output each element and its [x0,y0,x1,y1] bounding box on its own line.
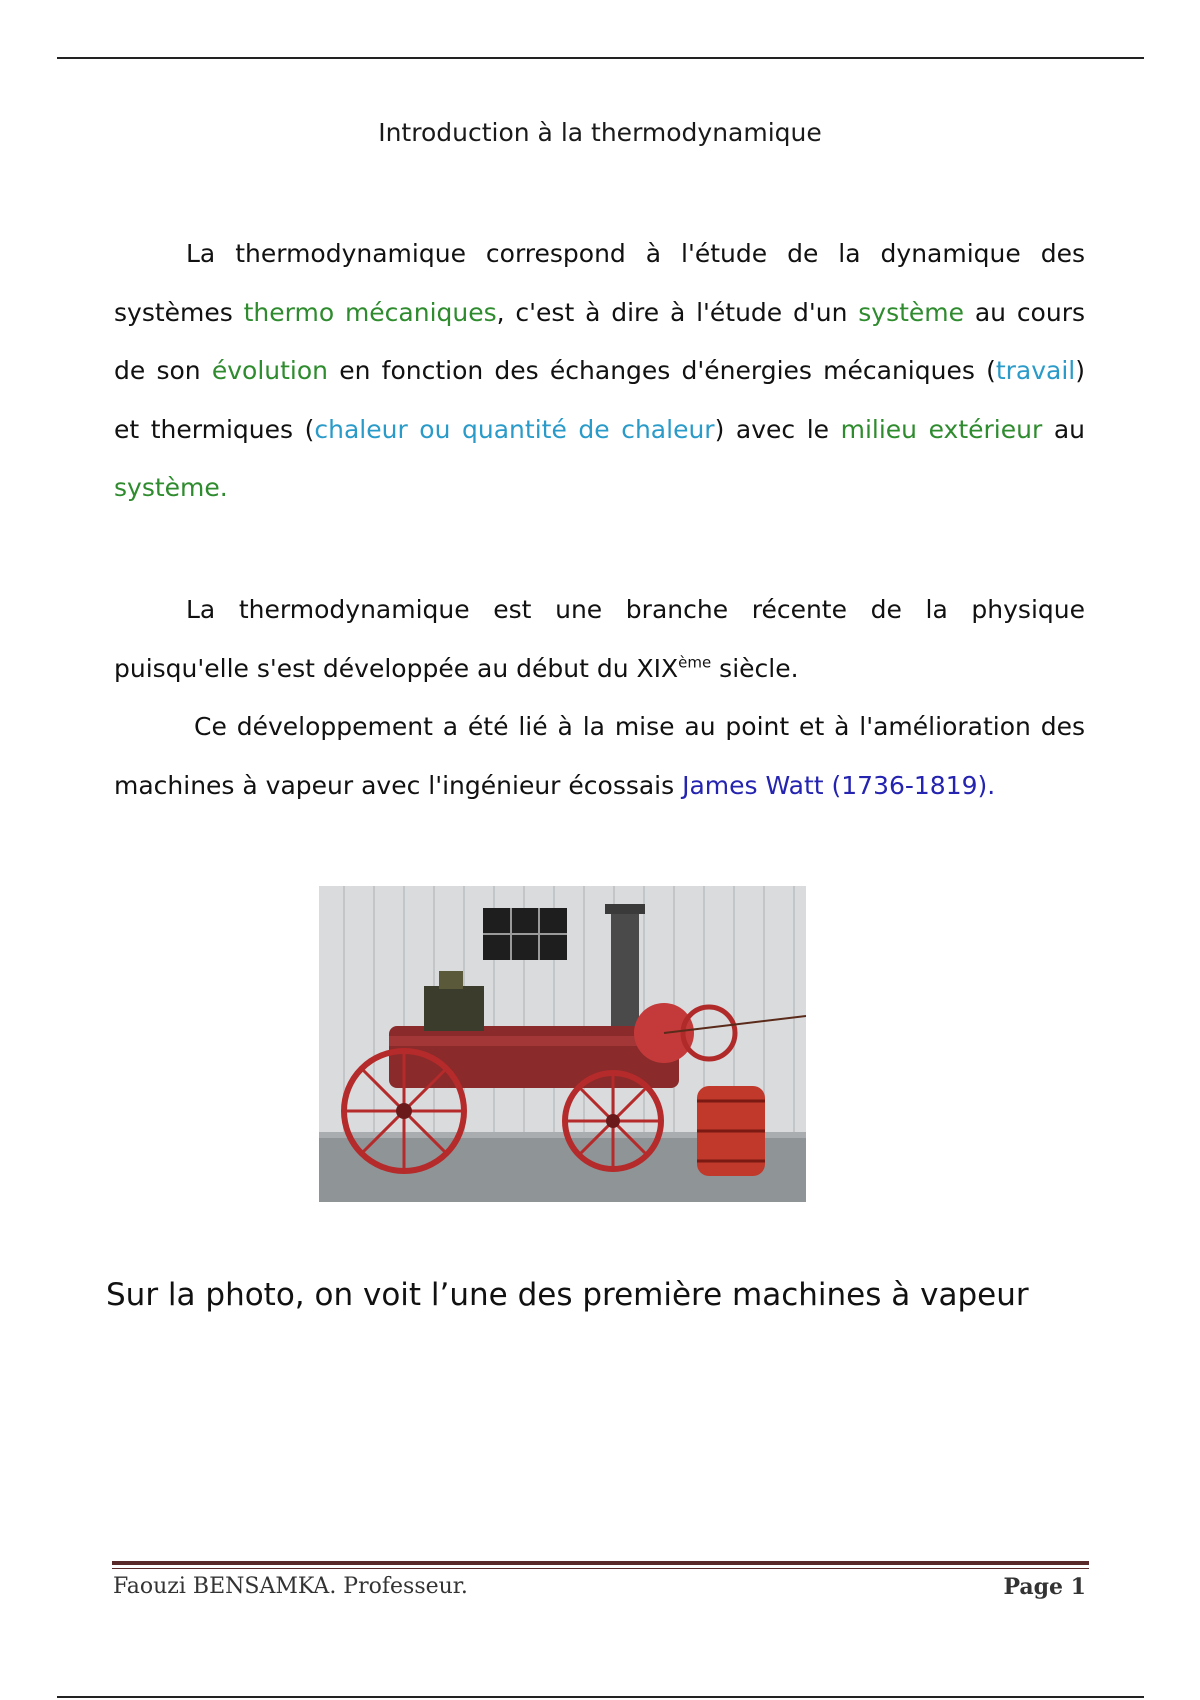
keyword-green: évolution [211,356,328,385]
footer-author: Faouzi BENSAMKA. Professeur. [113,1574,468,1599]
text-run: , c'est à dire à l'étude d'un [496,297,859,327]
document-title: Introduction à la thermodynamique [378,118,822,147]
top-rule [57,57,1144,59]
footer-rule-thin [112,1568,1089,1569]
steam-engine-photo [319,886,806,1202]
photo-caption: Sur la photo, on voit l’une des première machines à vapeur [106,1277,1029,1313]
james-watt-highlight: James Watt (1736-1819). [682,770,996,800]
text-run: La thermodynamique correspond à l'étude de la dynamique des systèmes [114,239,1085,327]
paragraph-definition [114,225,1085,518]
text-run: en fonction des échanges d'énergies mécaniques ( [328,356,996,385]
watt-text: Ce développement a été lié à la mise au point et à l'amélioration des machines à vapeur avec l'ingénieur écossais [114,712,1085,800]
page-number: Page 1 [1003,1574,1086,1600]
text-run: au cours de son [114,297,1086,385]
paragraph-history [114,581,1085,698]
century-superscript: ème [678,653,712,672]
paragraph-watt [114,698,1085,815]
bottom-rule [57,1696,1144,1698]
text-run: ) et thermiques ( [114,356,1086,444]
keyword-blue: travail [995,356,1076,385]
keyword-blue: chaleur ou quantité de chaleur [314,414,715,444]
keyword-green: milieu extérieur [840,414,1043,444]
keyword-green: système [858,297,965,327]
keyword-green: système. [114,473,228,502]
text-run: au [1042,414,1085,444]
text-run: ) avec le [714,414,841,444]
steam-engine-illustration [319,886,806,1202]
history-text-end: siècle. [711,653,799,683]
footer-rule [112,1561,1089,1565]
history-text: La thermodynamique est une branche récente de la physique puisqu'elle s'est développée au début du XIX [114,595,1085,683]
keyword-green: thermo mécaniques [243,297,497,327]
